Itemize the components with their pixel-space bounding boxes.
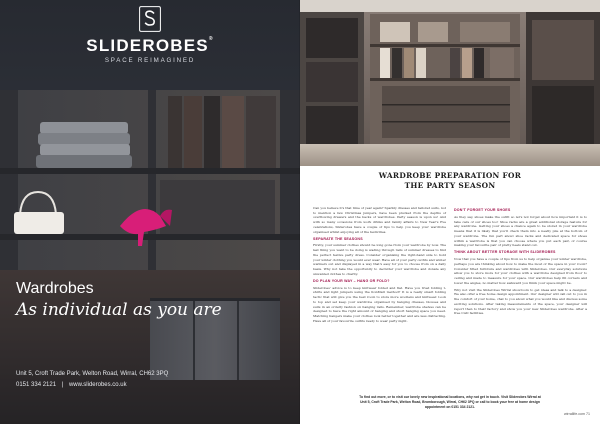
article-title-line2: THE PARTY SEASON	[404, 180, 496, 190]
article-callout: To find out more, or to visit our lovely new inspirational locations, why not get in touch. Visit Sliderobes Wirral at Unit 5, Croft Trade Park, Welton Road, Bromborough, Wirral, CH62 3PQ or call to book your free at home design appointment on 0151 334 2121.	[359, 395, 541, 409]
advert-contact-line	[16, 380, 168, 391]
paragraph-separate-seasons: Firstly, your summer clothes should be long gone from your wardrobe by now. The last thing you want to be doing is wading through rails of summer dresses to find the perfect festive party dress. Consider organising the right-hand side to hold your winter clothing you would ever wear. Have all of your party outfits and winter warmers out and displayed in a way that's easy for you to choose from on a daily basis. Why not take the opportunity to declutter your wardrobe and donate any unwanted clothes to charity.	[313, 243, 446, 276]
subheading-hang-or-fold: DO PLAN YOUR WAY – HANG OR FOLD?	[313, 278, 390, 283]
advert-separator: |	[61, 382, 64, 389]
subheading-better-storage: THINK ABOUT BETTER STORAGE WITH SLIDEROBES	[454, 250, 556, 255]
advert-address: Unit 5, Croft Trade Park, Welton Road, Wirral, CH62 3PQ	[16, 371, 169, 377]
article-column-left	[313, 206, 446, 326]
paragraph-visit-showroom: Why not visit the Sliderobes Wirral showroom to get ideas and talk to a designer. We also offer a free home design appointment. Our designer will call out to you in the comfort of your home, chat to you about what you would like and discuss some exciting solutions. After taking measurements of the space, your designer will report then to their factory and show you your new Sliderobes wardrobe. After a free CAD facilities.	[454, 287, 587, 316]
subheading-separate-seasons: SEPARATE THE SEASONS	[313, 236, 363, 241]
page-footer: wirrallife.com 71	[564, 412, 590, 416]
subheading-shoes: DON'T FORGET YOUR SHOES	[454, 208, 511, 212]
advert-tagline: As individual as you are	[16, 300, 222, 320]
article-title-line1: WARDROBE PREPARATION FOR	[378, 171, 522, 180]
advert-phone[interactable]: 0151 334 2121	[16, 382, 57, 389]
sliderobes-s-logo-icon	[139, 6, 161, 32]
article-column-right	[454, 206, 587, 326]
brand-tagline: SPACE REIMAGINED	[104, 57, 196, 64]
paragraph-hang-or-fold: Sliderobes' advice is to keep knitwear folded and flat. Have you tried folding t-shirts and light jumpers using the KonMari method? It is a really smart folding tactic that will give you the best room to store more woollens and knitwear. Look to top and set keep your wardrobe organised by hanging dresses, blouses and suits in an orderly fashion on hanging rails. Remember, wardrobe shelves can be designed to have the right amount of hanging and short hanging space you need. Matching hangers make your clothes look better together and are less distracting. Have all of your favourite outfits ready to wear party night.	[313, 285, 446, 323]
sliderobes-brand	[0, 6, 300, 64]
article-title	[310, 171, 590, 191]
paragraph-better-storage: Now that you have a couple of tips from us to help organise your winter wardrobe, perhaps you are thinking about how to make the most of the space in your room? Consider fitted furniture and wardrobes with Sliderobes. Our everyday solutions allow you to store more for your clothes with a wardrobe designed from floor to ceiling and made to measure for your space. Our wardrobes help fill corners and lower the angles, no matter how awkward you think your space might be.	[454, 257, 587, 285]
editorial-page	[300, 0, 600, 424]
article-intro-paragraph: Can you believe it's that time of year again? Sparkly dresses and tailored suits, not to mention a few Christmas jumpers, have been plucked from the depths of overflowing drawers and the backs of wardrobes. Party season is upon us! And with so many occasions from work drinks and family affairs to New Year's Eve celebrations, Sliderobes have a couple of tips to help you keep your wardrobe organised whilst enjoying all of the festivities.	[313, 206, 446, 234]
advert-heading: Wardrobes	[16, 280, 94, 297]
advert-contact-block	[16, 369, 168, 392]
advert-website[interactable]: www.sliderobes.co.uk	[68, 382, 127, 389]
paragraph-shoes: As they say, shoes make the outfit so let's not forget about how important it is to take care of our shoes too! Shoe racks are a great additional storage feature for any wardrobe. Getting your shoes a chance again to be stored in your wardrobe means that it is likely that you'll check them into a neatly pile at the bottom of your wardrobe. The fun part about shoe racks and dedicated space for shoes within a wardrobe is that you can choose where you put each pair, of course making your favourite pair of pretty heels stand out.	[454, 214, 587, 248]
article-body	[313, 206, 587, 326]
walk-in-wardrobe-photo	[300, 0, 600, 166]
brand-name: SLIDEROBES®	[86, 36, 214, 55]
advert-headline	[16, 280, 284, 320]
